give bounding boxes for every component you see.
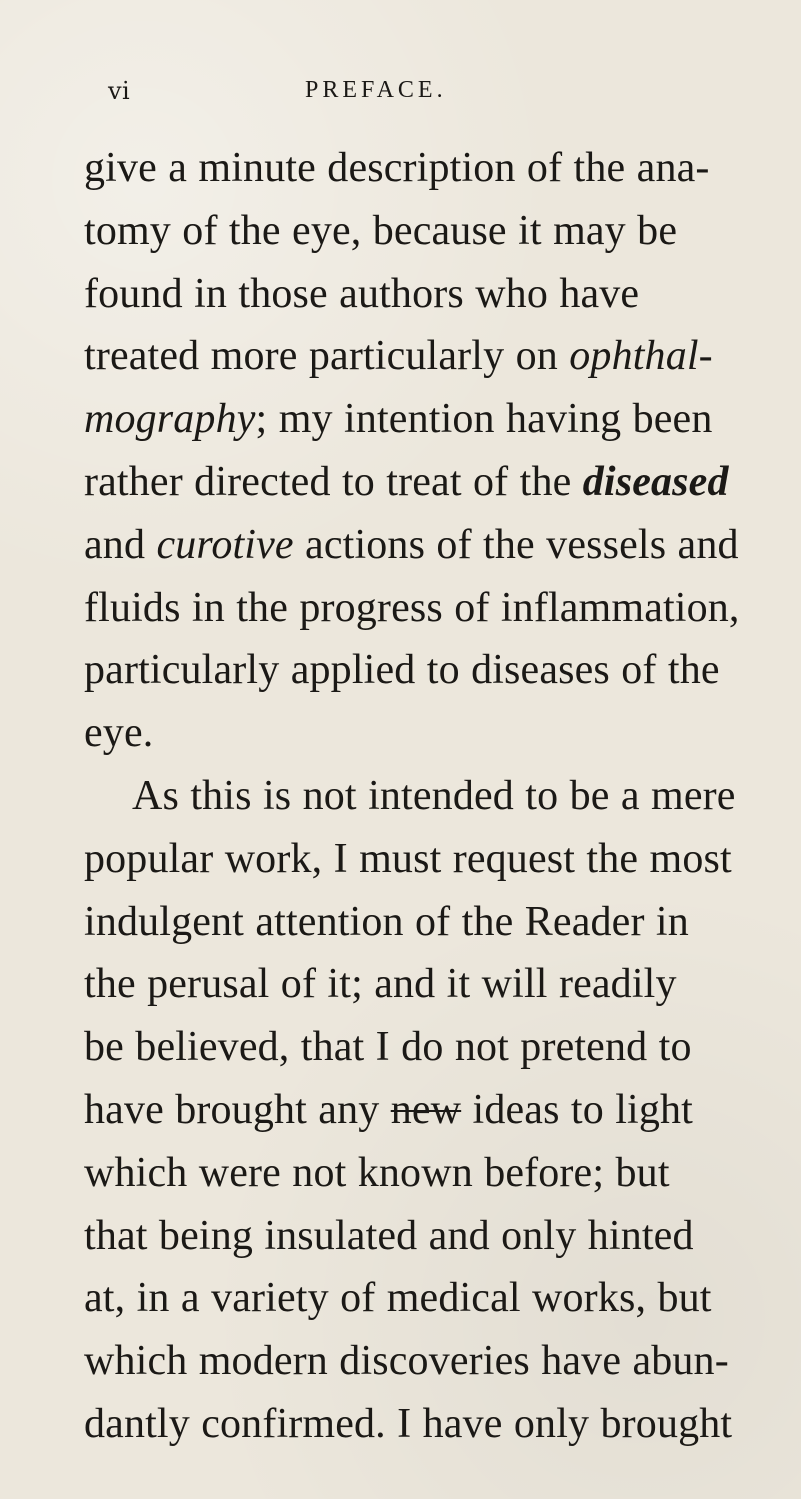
text-line-16: [84, 1079, 774, 1142]
line-1-text: give a minute description of the ana-: [84, 145, 710, 191]
text-line-9: [84, 639, 774, 702]
line-16-strikethrough: new: [390, 1086, 462, 1133]
line-2-text: tomy of the eye, because it may be: [84, 207, 678, 254]
line-7-suffix: actions of the vessels and: [293, 521, 739, 568]
line-7-prefix: and: [84, 521, 157, 568]
line-9-text: particularly applied to diseases of the: [84, 647, 720, 694]
line-17-text: which were not known before; but: [84, 1149, 670, 1196]
line-6-prefix: rather directed to treat of the: [84, 458, 583, 505]
text-line-17: [84, 1142, 774, 1205]
line-11-text: As this is not intended to be a mere: [132, 772, 736, 819]
page-number: vi: [108, 77, 131, 105]
line-14-text: the perusal of it; and it will readily: [84, 961, 677, 1008]
text-line-7: [84, 514, 774, 577]
text-line-1: [84, 137, 774, 200]
line-4-prefix: treated more particularly on: [84, 333, 570, 380]
line-5-suffix: ; my intention having been: [255, 396, 713, 443]
running-head: PREFACE.: [305, 77, 447, 103]
page-header: [96, 77, 696, 117]
text-line-20: [84, 1330, 774, 1393]
text-line-14: [84, 953, 774, 1016]
line-10-text: eye.: [84, 710, 154, 757]
line-6-bold-italic: diseased: [582, 458, 729, 505]
line-15-text: be believed, that I do not pretend to: [84, 1024, 692, 1071]
line-8-text: fluids in the progress of inflammation,: [84, 584, 740, 631]
text-line-13: [84, 891, 774, 954]
line-5-italic: mography: [84, 396, 256, 443]
text-line-2: [84, 200, 774, 263]
line-21-text: dantly confirmed. I have only brought: [84, 1400, 733, 1447]
line-12-text: popular work, I must request the most: [84, 835, 732, 882]
text-line-11: [84, 765, 774, 828]
line-16-suffix: ideas to light: [461, 1086, 693, 1133]
text-line-4: [84, 325, 774, 388]
text-line-21: [84, 1393, 774, 1456]
line-3-text: found in those authors who have: [84, 270, 640, 317]
text-line-12: [84, 828, 774, 891]
line-4-italic: ophthal-: [569, 333, 713, 380]
line-20-text: which modern discoveries have abun-: [84, 1338, 729, 1385]
text-line-18: [84, 1205, 774, 1268]
text-line-10: [84, 702, 774, 765]
text-line-6: [84, 451, 774, 514]
text-line-19: [84, 1267, 774, 1330]
line-13-text: indulgent attention of the Reader in: [84, 898, 689, 945]
line-18-text: that being insulated and only hinted: [84, 1212, 694, 1259]
line-16-prefix: have brought any: [84, 1086, 391, 1133]
line-7-italic: curotive: [156, 521, 294, 568]
text-line-5: [84, 388, 774, 451]
preface-text: [84, 137, 774, 1456]
line-19-text: at, in a variety of medical works, but: [84, 1275, 712, 1322]
text-line-8: [84, 577, 774, 640]
text-line-15: [84, 1016, 774, 1079]
text-line-3: [84, 263, 774, 326]
